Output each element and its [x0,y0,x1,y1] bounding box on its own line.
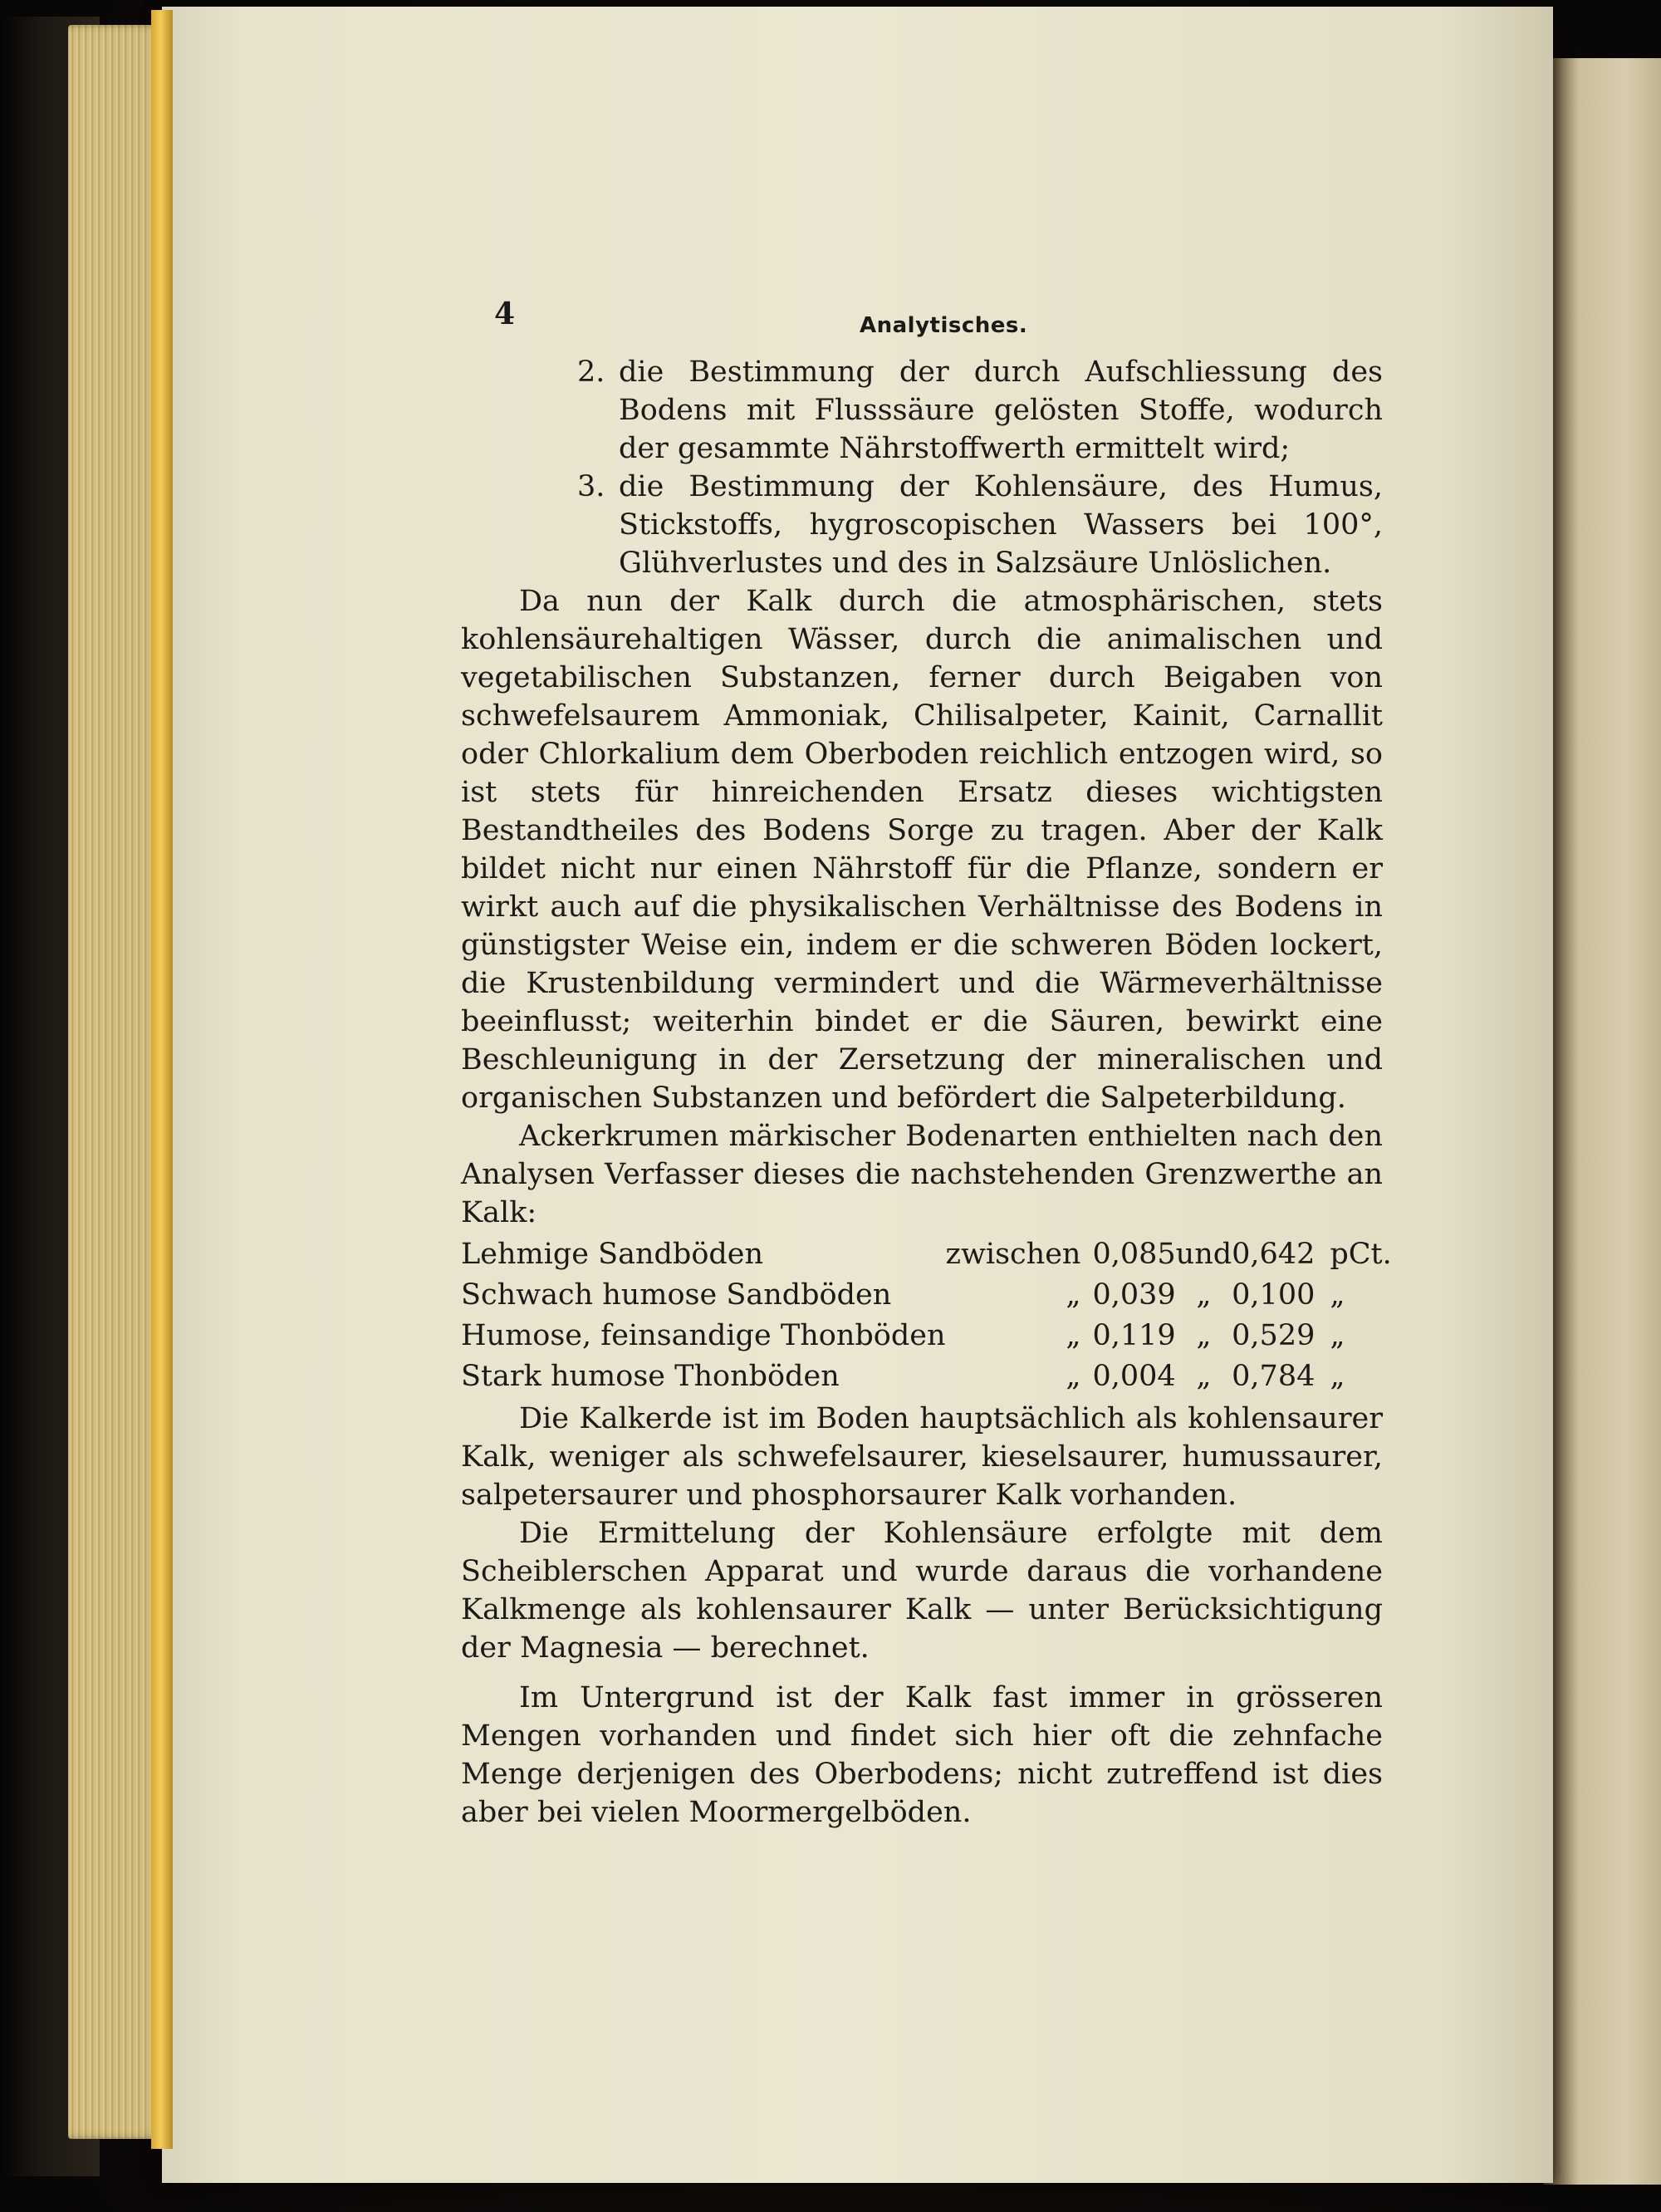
list-item [461,353,1383,468]
table-row [461,1356,1392,1396]
unit-cell: „ [1330,1359,1345,1393]
and-cell: „ [1196,1278,1212,1312]
list-number: 3. [577,470,605,503]
min-value-cell: 0,085 [1092,1237,1176,1271]
paragraph-lime-forms: Die Kalkerde ist im Boden hauptsächlich als kohlensaurer Kalk, weniger als schwefelsaurer, kieselsaurer, humussaurer, salpetersaurer und phosphorsaurer Kalk vorhanden. [461,1402,1383,1512]
min-value-cell: 0,039 [1092,1278,1176,1312]
min-value-cell: 0,119 [1092,1318,1176,1352]
unit-cell: „ [1330,1318,1345,1352]
range-word-cell: „ [1066,1318,1081,1352]
max-value-cell: 0,529 [1232,1318,1316,1352]
range-word-cell: „ [1066,1359,1081,1393]
running-title: Analytisches. [860,313,1028,338]
paragraph-subsoil: Im Untergrund ist der Kalk fast immer in grösseren Mengen vorhanden und findet sich hier oft die zehnfache Menge derjenigen des Oberbodens; nicht zutreffend ist dies aber bei vielen Moormergelböden. [461,1681,1383,1829]
table-row [461,1274,1392,1315]
gilt-edge [151,10,173,2149]
paragraph-lime-replacement: Da nun der Kalk durch die atmosphärischen, stets kohlensäurehaltigen Wässer, durch die animalischen und vegetabilischen Substanzen, ferner durch Beigaben von schwefelsaurem Ammoniak, Chilisalpeter, Kainit, Carnallit oder Chlorkalium dem Oberboden reichlich entzogen wird, so ist stets für hinreichenden Ersatz dieses wichtigsten Bestandtheiles des Bodens Sorge zu tragen. Aber der Kalk bildet nicht nur einen Nährstoff für die Pflanze, sondern er wirkt auch auf die physikalischen Verhältnisse des Bodens in günstigster Weise ein, indem er die schweren Böden lockert, die Krustenbildung vermindert und die Wärmeverhältnisse beeinflusst; weiterhin bindet er die Säuren, bewirkt eine Beschleunigung in der Zersetzung der mineralischen und organischen Substanzen und befördert die Salpeterbildung. [461,585,1383,1115]
next-page-edge [1543,58,1661,2185]
range-word-cell: „ [1066,1278,1081,1312]
paragraph-carbonic-acid: Die Ermittelung der Kohlensäure erfolgte mit dem Scheiblerschen Apparat und wurde daraus die vorhandene Kalkmenge als kohlensaurer Kalk — unter Berücksichtigung der Magnesia — berechnet. [461,1517,1383,1665]
list-text: die Bestimmung der Kohlensäure, des Humus, Stickstoffs, hygroscopischen Wassers bei 100°, Glühverlustes und des in Salzsäure Unlöslichen. [619,470,1383,580]
page-text [461,295,1392,1832]
unit-cell: pCt. [1330,1237,1392,1271]
min-value-cell: 0,004 [1092,1359,1176,1393]
table-row [461,1315,1392,1356]
max-value-cell: 0,642 [1232,1237,1316,1271]
soil-type-cell: Schwach humose Sandböden [461,1278,892,1312]
max-value-cell: 0,784 [1232,1359,1316,1393]
table-row [461,1234,1392,1274]
max-value-cell: 0,100 [1232,1278,1316,1312]
and-cell: und [1175,1237,1232,1271]
soil-type-cell: Humose, feinsandige Thonböden [461,1318,946,1352]
list-number: 2. [577,356,605,389]
list-text: die Bestimmung der durch Aufschliessung des Bodens mit Flusssäure gelösten Stoffe, wodurch der gesammte Nährstoffwerth ermittelt wird; [619,356,1383,465]
page-number: 4 [494,297,516,331]
and-cell: „ [1196,1359,1212,1393]
range-word-cell: zwischen [945,1237,1081,1271]
and-cell: „ [1196,1318,1212,1352]
soil-type-cell: Lehmige Sandböden [461,1237,764,1271]
soil-type-cell: Stark humose Thonböden [461,1359,840,1393]
running-head [461,295,1383,338]
paragraph-soil-analyses: Ackerkrumen märkischer Bodenarten enthielten nach den Analysen Verfasser dieses die nachstehenden Grenzwerthe an Kalk: [461,1120,1383,1229]
unit-cell: „ [1330,1278,1345,1312]
list-item [461,468,1383,582]
lime-values-table [461,1234,1392,1396]
